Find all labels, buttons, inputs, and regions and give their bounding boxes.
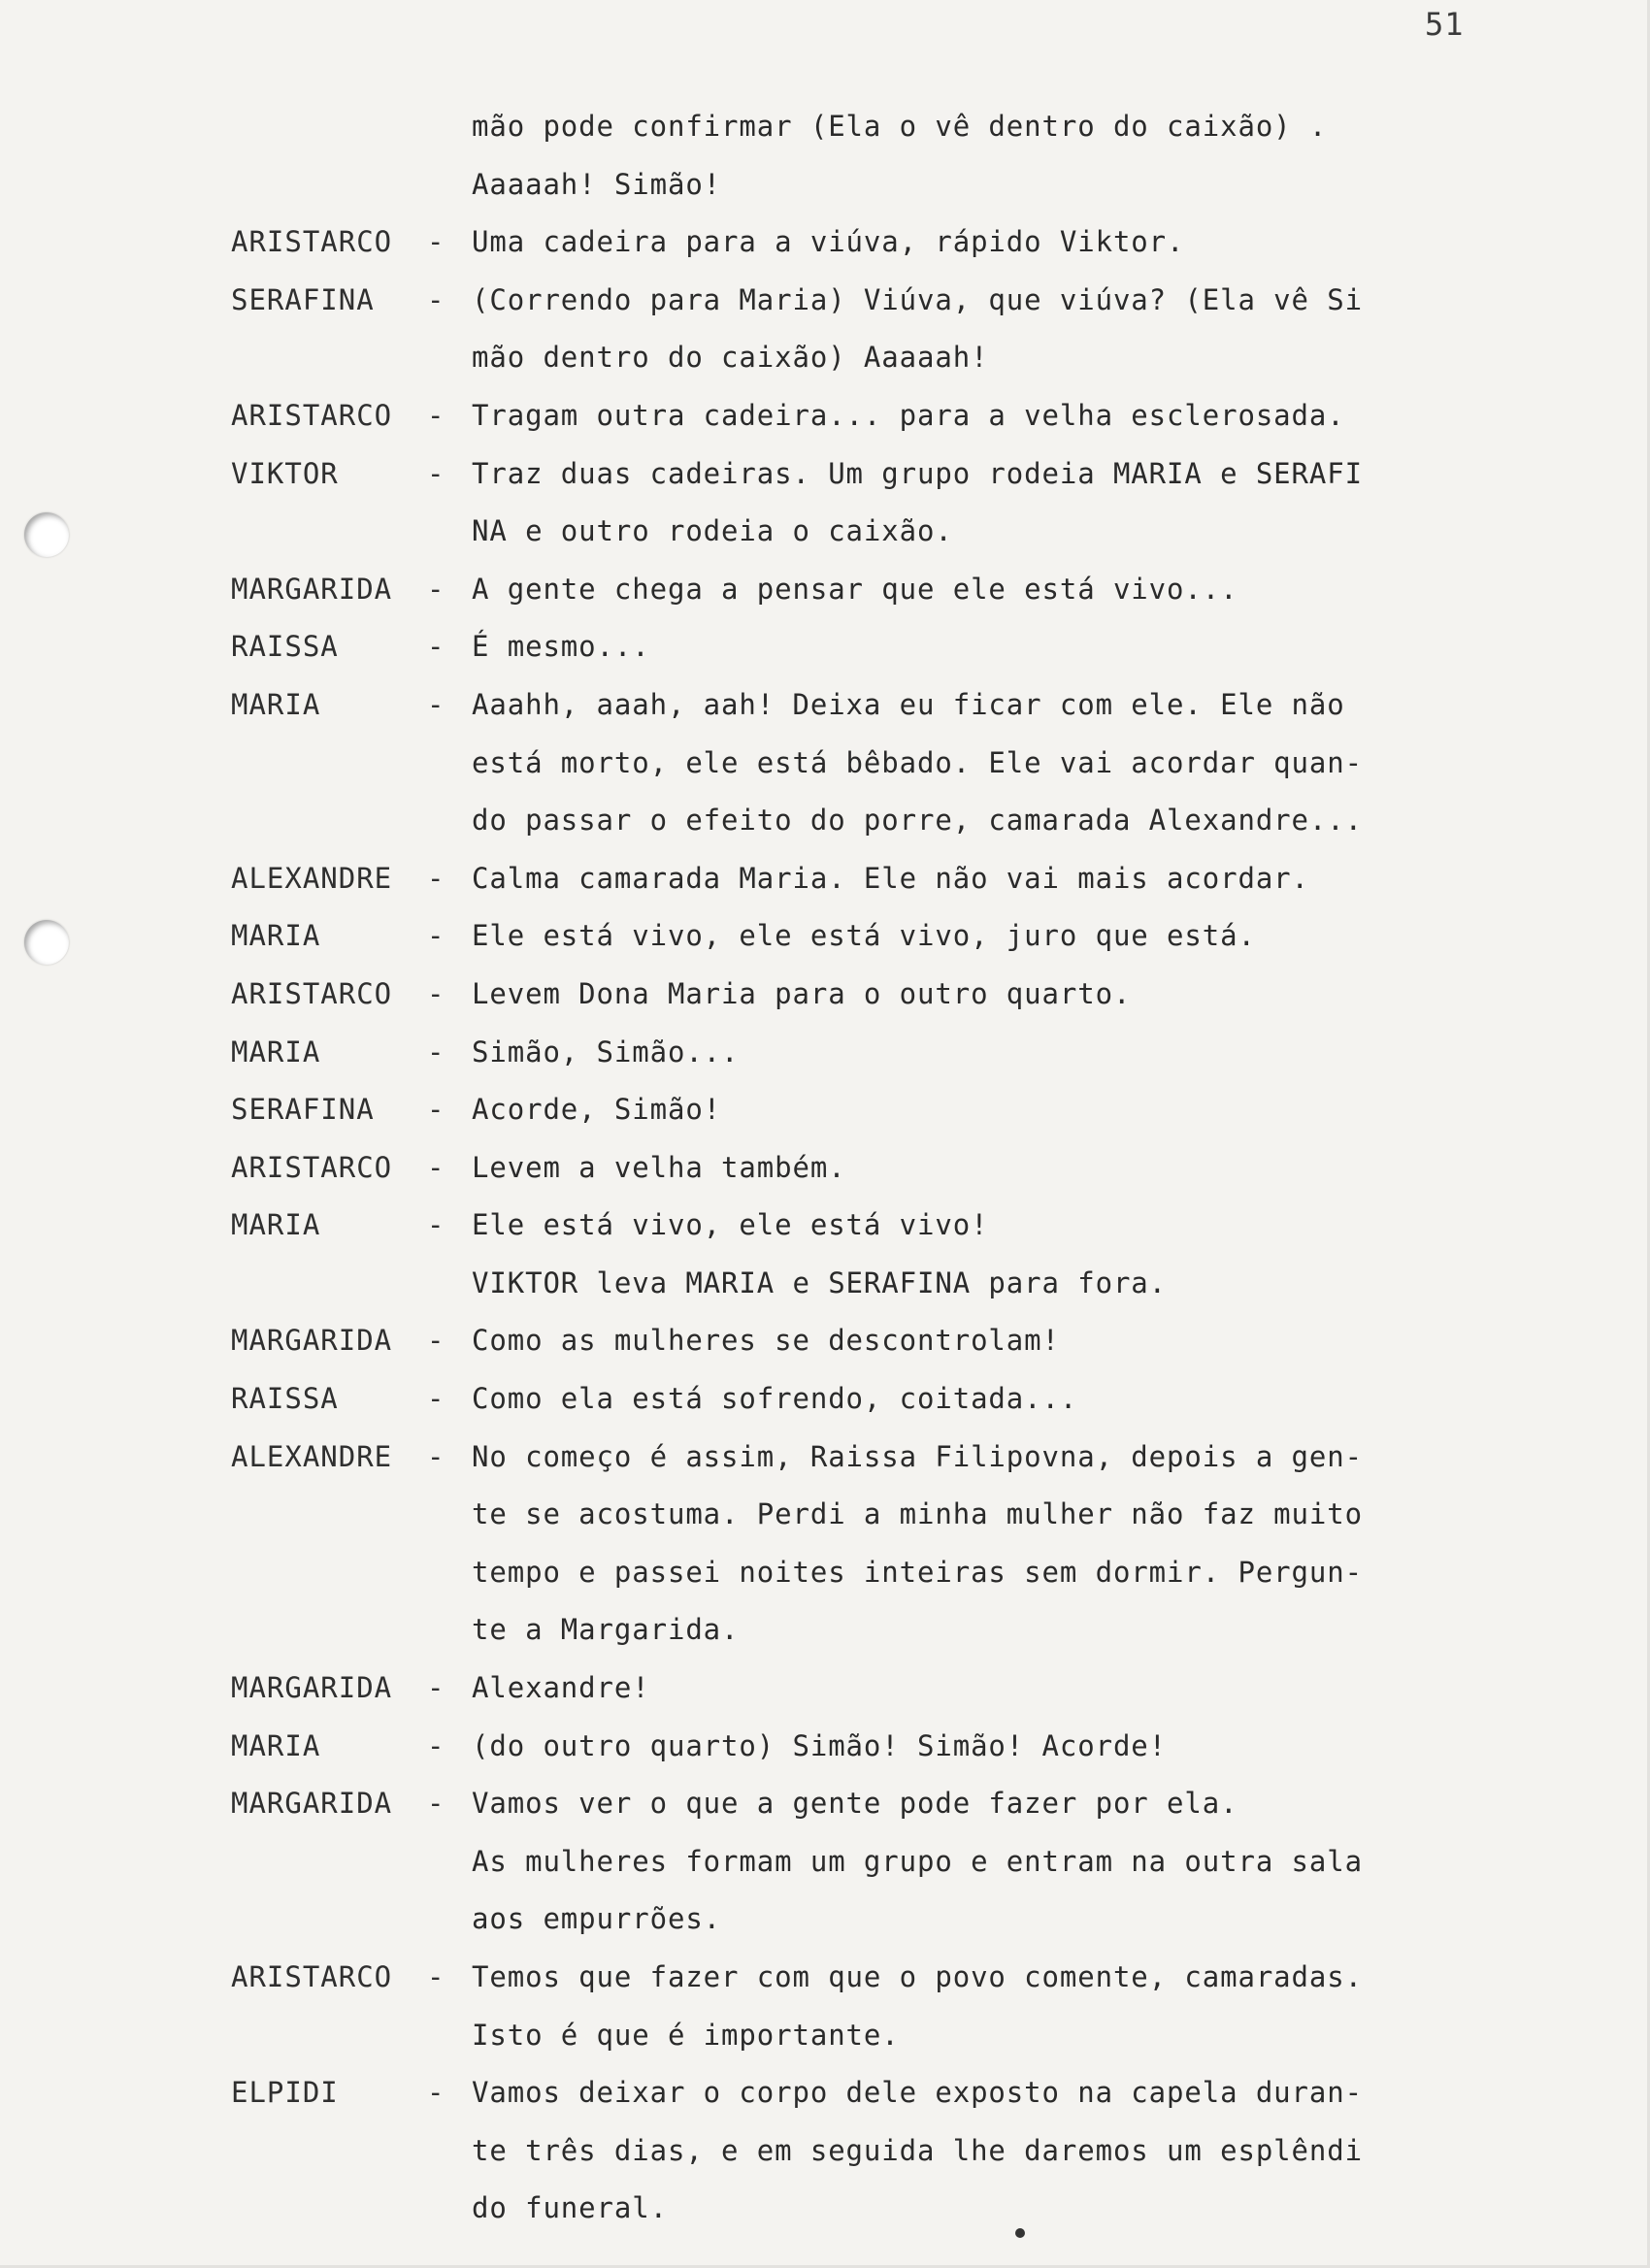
dialogue-text: Levem Dona Maria para o outro quarto. (472, 976, 1132, 1010)
speaker-name: MARGARIDA (231, 1671, 393, 1705)
speaker-name: ARISTARCO (231, 225, 393, 259)
script-line (0, 1899, 1650, 1957)
speaker-name: MARIA (231, 1035, 321, 1068)
script-line (0, 1784, 1650, 1842)
speaker-dash: - (427, 1035, 445, 1068)
speaker-dash: - (427, 1439, 445, 1473)
speaker-name: ARISTARCO (231, 1150, 393, 1184)
speaker-name: MARIA (231, 687, 321, 721)
dialogue-text: tempo e passei noites inteiras sem dormir. Pergun- (472, 1555, 1363, 1589)
script-line (0, 1495, 1650, 1553)
script-line (0, 2073, 1650, 2131)
dialogue-text: Isto é que é importante. (472, 2018, 900, 2052)
dialogue-text: Vamos ver o que a gente pode fazer por ela. (472, 1787, 1238, 1821)
speaker-name: RAISSA (231, 1382, 339, 1416)
script-line (0, 165, 1650, 223)
script-line (0, 2016, 1650, 2074)
speaker-dash: - (427, 1960, 445, 1993)
speaker-name: MARIA (231, 919, 321, 953)
script-line (0, 1553, 1650, 1611)
script-line (0, 1090, 1650, 1148)
script-line (0, 280, 1650, 339)
script-line (0, 570, 1650, 628)
speaker-dash: - (427, 282, 445, 316)
script-line (0, 1726, 1650, 1785)
page-number: 51 (1425, 6, 1465, 43)
dialogue-text: Alexandre! (472, 1671, 650, 1705)
dialogue-text: No começo é assim, Raissa Filipovna, depois a gen- (472, 1439, 1363, 1473)
script-line (0, 454, 1650, 512)
script-line (0, 916, 1650, 974)
dialogue-text: aos empurrões. (472, 1902, 722, 1936)
speaker-dash: - (427, 225, 445, 259)
dialogue-text: te três dias, e em seguida lhe daremos um esplêndi (472, 2133, 1363, 2167)
dialogue-text: Vamos deixar o corpo dele exposto na capela duran- (472, 2076, 1363, 2110)
speaker-name: ARISTARCO (231, 976, 393, 1010)
script-line (0, 1668, 1650, 1726)
dialogue-text: Simão, Simão... (472, 1035, 740, 1068)
speaker-name: MARGARIDA (231, 1787, 393, 1821)
script-line (0, 107, 1650, 165)
speaker-name: MARIA (231, 1208, 321, 1242)
script-line (0, 396, 1650, 454)
script-line (0, 859, 1650, 917)
script-line (0, 801, 1650, 859)
dialogue-text: Levem a velha também. (472, 1150, 846, 1184)
script-line (0, 222, 1650, 280)
dialogue-text: Calma camarada Maria. Ele não vai mais acordar. (472, 861, 1309, 895)
speaker-dash: - (427, 398, 445, 432)
script-line (0, 1610, 1650, 1668)
speaker-name: MARIA (231, 1728, 321, 1762)
script-line (0, 1321, 1650, 1379)
speaker-dash: - (427, 1093, 445, 1127)
script-line (0, 685, 1650, 743)
script-line (0, 1379, 1650, 1437)
speaker-dash: - (427, 1324, 445, 1358)
script-line (0, 511, 1650, 570)
speaker-dash: - (427, 1208, 445, 1242)
dialogue-text: Ele está vivo, ele está vivo! (472, 1208, 989, 1242)
speaker-dash: - (427, 1150, 445, 1184)
script-line (0, 1437, 1650, 1496)
script-line (0, 1205, 1650, 1264)
script-line (0, 743, 1650, 802)
speaker-name: ELPIDI (231, 2076, 339, 2110)
script-line (0, 1264, 1650, 1322)
dialogue-text: NA e outro rodeia o caixão. (472, 514, 953, 548)
script-line (0, 1957, 1650, 2016)
dialogue-text: Acorde, Simão! (472, 1093, 722, 1127)
speaker-name: SERAFINA (231, 1093, 375, 1127)
script-line (0, 2188, 1650, 2247)
script-line (0, 338, 1650, 396)
speaker-dash: - (427, 1671, 445, 1705)
speaker-dash: - (427, 1787, 445, 1821)
dialogue-text: VIKTOR leva MARIA e SERAFINA para fora. (472, 1265, 1168, 1299)
dialogue-text: Uma cadeira para a viúva, rápido Viktor. (472, 225, 1185, 259)
speaker-name: ARISTARCO (231, 398, 393, 432)
speaker-dash: - (427, 919, 445, 953)
speaker-name: MARGARIDA (231, 572, 393, 606)
dialogue-text: É mesmo... (472, 630, 650, 664)
dialogue-text: As mulheres formam um grupo e entram na outra sala (472, 1844, 1363, 1878)
speaker-name: ALEXANDRE (231, 861, 393, 895)
speaker-dash: - (427, 976, 445, 1010)
speaker-name: RAISSA (231, 630, 339, 664)
dialogue-text: A gente chega a pensar que ele está vivo... (472, 572, 1238, 606)
speaker-name: ARISTARCO (231, 1960, 393, 1993)
dialogue-text: Como ela está sofrendo, coitada... (472, 1382, 1078, 1416)
script-body (0, 107, 1650, 2247)
script-line (0, 1033, 1650, 1091)
speaker-dash: - (427, 2076, 445, 2110)
dialogue-text: do passar o efeito do porre, camarada Alexandre... (472, 804, 1363, 838)
speaker-name: VIKTOR (231, 456, 339, 490)
dialogue-text: te a Margarida. (472, 1613, 740, 1647)
script-line (0, 1842, 1650, 1900)
speaker-dash: - (427, 630, 445, 664)
script-line (0, 1148, 1650, 1206)
dialogue-text: Aaaaah! Simão! (472, 167, 722, 201)
speaker-dash: - (427, 861, 445, 895)
speaker-dash: - (427, 456, 445, 490)
script-line (0, 2131, 1650, 2189)
speaker-dash: - (427, 572, 445, 606)
dialogue-text: te se acostuma. Perdi a minha mulher não faz muito (472, 1497, 1363, 1531)
dialogue-text: está morto, ele está bêbado. Ele vai acordar quan- (472, 745, 1363, 779)
dialogue-text: Como as mulheres se descontrolam! (472, 1324, 1060, 1358)
dialogue-text: Ele está vivo, ele está vivo, juro que está. (472, 919, 1256, 953)
dialogue-text: mão pode confirmar (Ela o vê dentro do caixão) . (472, 110, 1328, 143)
dialogue-text: Aaahh, aaah, aah! Deixa eu ficar com ele. Ele não (472, 687, 1345, 721)
dialogue-text: (Correndo para Maria) Viúva, que viúva? (Ela vê Si (472, 282, 1363, 316)
dialogue-text: mão dentro do caixão) Aaaaah! (472, 341, 989, 375)
speaker-name: SERAFINA (231, 282, 375, 316)
speaker-dash: - (427, 1728, 445, 1762)
dialogue-text: Temos que fazer com que o povo comente, camaradas. (472, 1960, 1363, 1993)
speaker-dash: - (427, 1382, 445, 1416)
speaker-name: MARGARIDA (231, 1324, 393, 1358)
script-line (0, 974, 1650, 1033)
dialogue-text: Tragam outra cadeira... para a velha esclerosada. (472, 398, 1345, 432)
speaker-name: ALEXANDRE (231, 1439, 393, 1473)
dialogue-text: (do outro quarto) Simão! Simão! Acorde! (472, 1728, 1168, 1762)
script-line (0, 627, 1650, 685)
dialogue-text: Traz duas cadeiras. Um grupo rodeia MARIA e SERAFI (472, 456, 1363, 490)
dialogue-text: do funeral. (472, 2191, 668, 2225)
speaker-dash: - (427, 687, 445, 721)
